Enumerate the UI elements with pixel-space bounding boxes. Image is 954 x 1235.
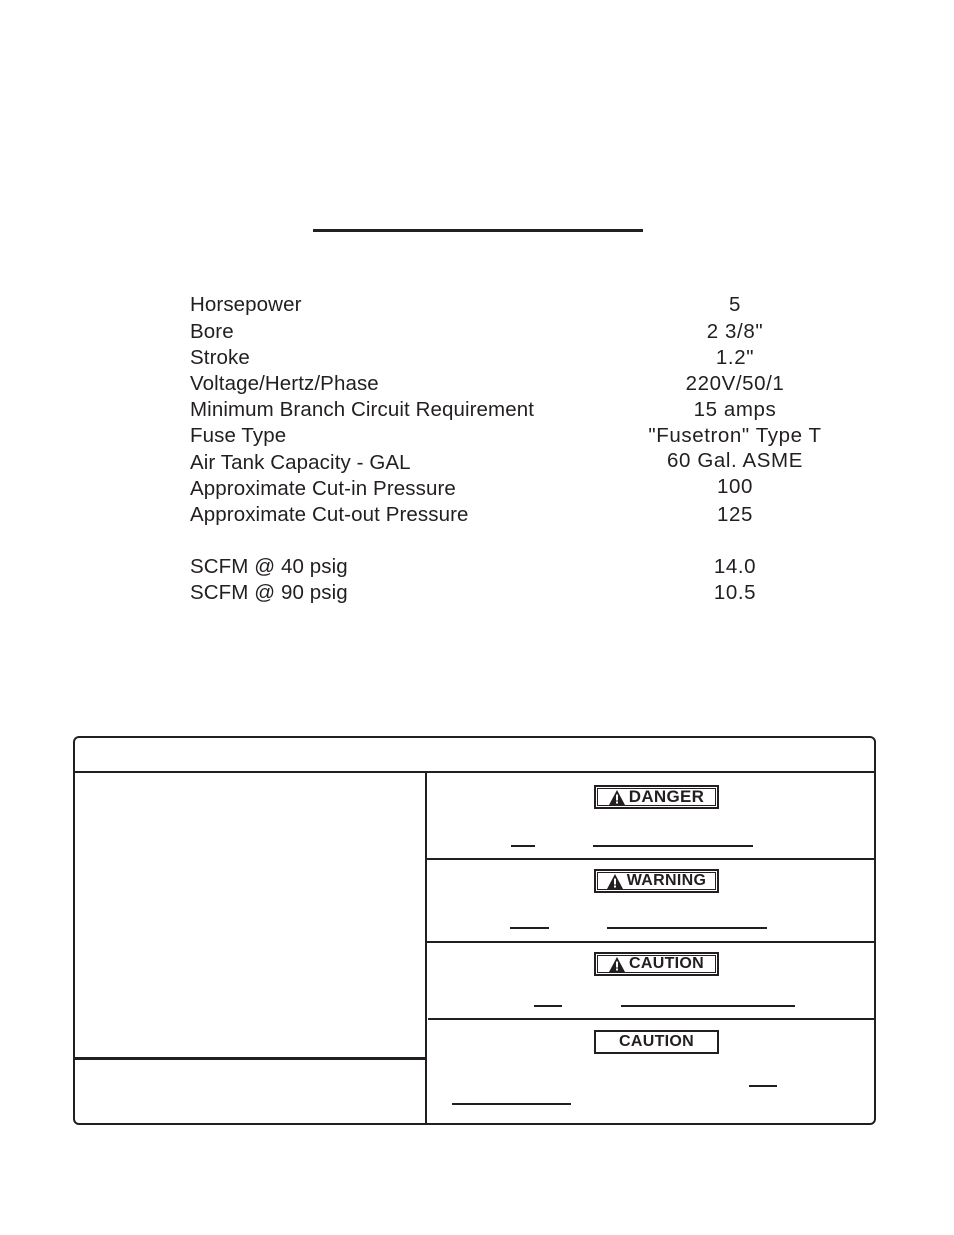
caution-underline-short [534,1005,562,1007]
warning-triangle-icon [609,790,625,805]
warning-underline-long [607,927,767,929]
spec-label: Approximate Cut-in Pressure [190,477,456,500]
spec-row-stroke [190,345,850,371]
spec-label: Fuse Type [190,424,287,447]
caution-plain-underline-short [749,1085,777,1087]
safety-guidelines-box [73,736,876,1125]
spec-title-rule [313,229,643,232]
caution-text: CAUTION [629,955,704,972]
spec-value: 2 3/8" [706,320,764,343]
spec-label: Minimum Branch Circuit Requirement [190,398,535,421]
spec-label: Stroke [190,346,250,369]
spec-row-tank-capacity [190,450,850,476]
spec-value: 1.2" [715,346,755,369]
spec-label: SCFM @ 90 psig [190,581,348,604]
danger-signal-label [594,785,719,809]
spec-label: SCFM @ 40 psig [190,555,348,578]
warning-signal-label [594,869,719,893]
warning-text: WARNING [626,872,707,889]
spec-row-horsepower [190,292,850,318]
spec-row-fuse-type [190,423,850,449]
danger-section-divider [426,858,876,860]
caution-signal-label [594,952,719,976]
caution-section-divider [428,1018,876,1020]
spec-value: 100 [716,475,753,498]
spec-row-voltage [190,371,850,397]
caution-plain-signal-label [594,1030,719,1054]
caution-underline-long [621,1005,795,1007]
caution-plain-text: CAUTION [619,1033,694,1050]
spec-value: 125 [716,503,753,526]
danger-text: DANGER [628,787,705,806]
spec-label: Voltage/Hertz/Phase [190,372,379,395]
warning-underline-short [510,927,549,929]
spec-label: Horsepower [190,293,302,316]
danger-underline-short [511,845,535,847]
spec-value: "Fusetron" Type T [648,424,822,447]
caution-plain-underline-long [452,1103,571,1105]
spec-value: 15 amps [693,398,777,421]
spec-row-scfm-90 [190,580,850,606]
spec-label: Air Tank Capacity - GAL [190,451,411,474]
left-column-divider [75,1057,426,1060]
spec-value: 5 [728,293,741,316]
warning-section-divider [426,941,876,943]
spec-row-branch-circuit [190,397,850,423]
spec-value: 220V/50/1 [685,372,785,395]
spec-row-scfm-40 [190,554,850,580]
spec-label: Bore [190,320,234,343]
header-divider [75,771,875,773]
spec-value: 14.0 [713,555,757,578]
spec-row-cut-out [190,502,850,528]
spec-label: Approximate Cut-out Pressure [190,503,469,526]
spec-value: 10.5 [713,581,757,604]
danger-underline-long [593,845,753,847]
spec-row-cut-in [190,476,850,502]
warning-triangle-icon [607,874,623,889]
column-divider [425,772,427,1124]
spec-value: 60 Gal. ASME [667,449,803,472]
warning-triangle-icon [609,957,625,972]
spec-row-bore [190,319,850,345]
